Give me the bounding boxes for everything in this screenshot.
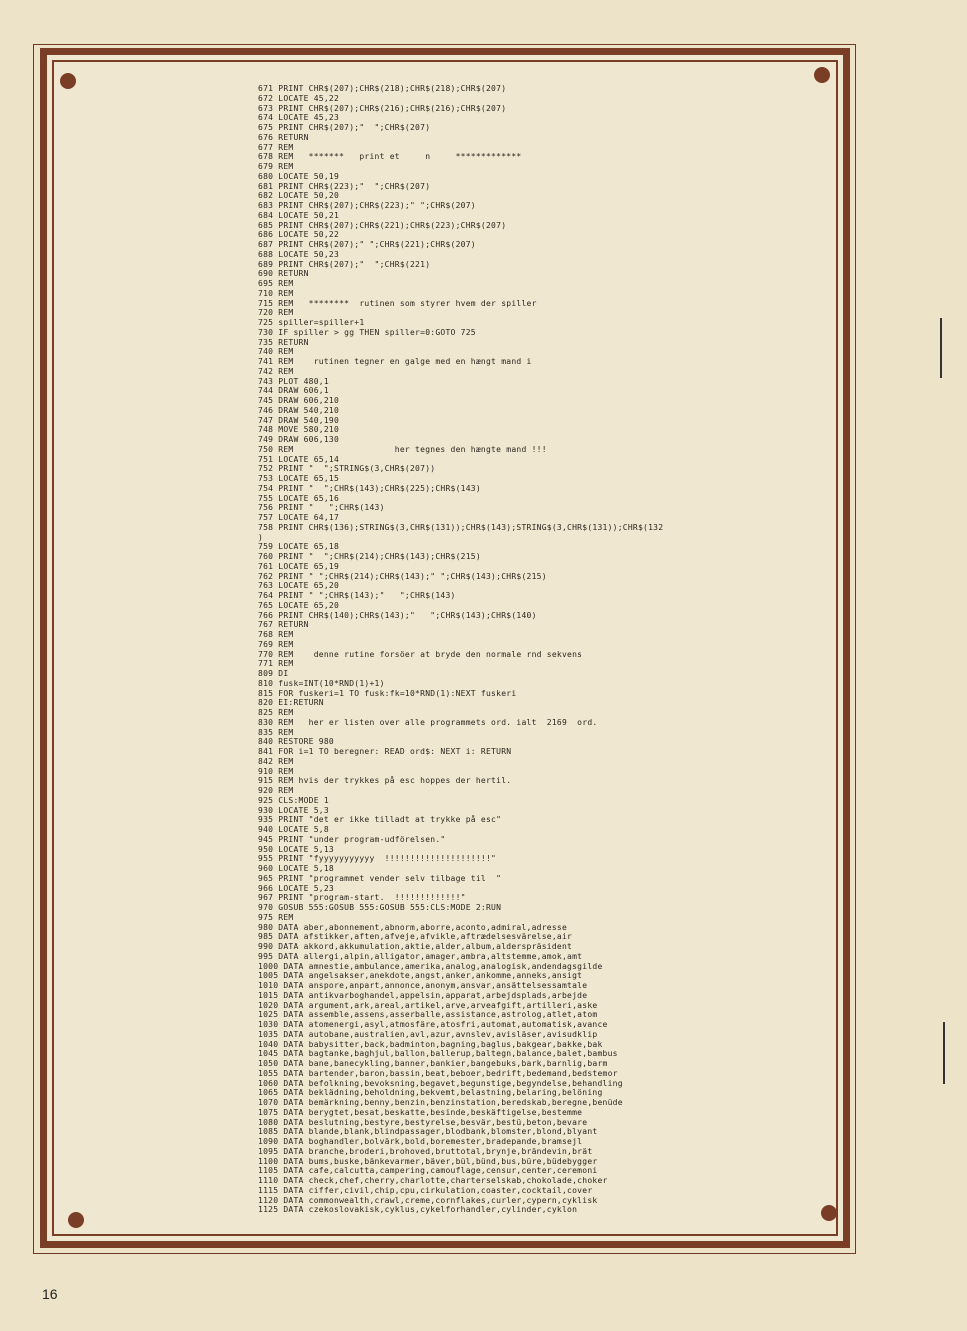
code-line: 741 REM rutinen tegner en galge med en hængt mand i: [258, 357, 532, 366]
code-line: 715 REM ******** rutinen som styrer hvem der spiller: [258, 298, 537, 308]
code-line: 767 RETURN: [258, 620, 309, 630]
code-line: 679 REM: [258, 162, 294, 171]
code-line: 763 LOCATE 65,20: [258, 581, 340, 591]
code-line: 809 DI: [258, 669, 289, 678]
code-line: 925 CLS:MODE 1: [258, 795, 329, 805]
code-line: 980 DATA aber,abonnement,abnorm,aborre,aconto,admiral,adresse: [258, 922, 568, 932]
code-line: 762 PRINT " ";CHR$(214);CHR$(143);" ";CHR$(143);CHR$(215): [258, 571, 547, 581]
code-line: 1005 DATA angelsakser,anekdote,angst,anker,ankomme,anneks,ansigt: [258, 971, 583, 981]
code-line: 1040 DATA babysitter,back,badminton,bagning,baglus,bakgear,bakke,bak: [258, 1039, 603, 1049]
code-line: 830 REM her er listen over alle programmets ord. ialt 2169 ord.: [258, 717, 598, 727]
code-line: 1125 DATA czekoslovakisk,cyklus,cykelforhandler,cylinder,cyklon: [258, 1205, 578, 1215]
code-line: 690 RETURN: [258, 269, 309, 279]
code-line: 970 GOSUB 555:GOSUB 555:GOSUB 555:CLS:MODE 2:RUN: [258, 903, 502, 912]
code-line: 759 LOCATE 65,18: [258, 542, 340, 552]
code-line: 950 LOCATE 5,13: [258, 844, 334, 854]
code-line: 744 DRAW 606,1: [258, 386, 329, 396]
code-line: 1030 DATA atomenergi,asyl,atmosfäre,atosfri,automat,automatisk,avance: [258, 1020, 608, 1029]
code-line: 1090 DATA boghandler,bolvärk,bold,boremester,bradepande,bramsejl: [258, 1137, 583, 1146]
code-line: ): [258, 532, 264, 542]
code-line: 680 LOCATE 50,19: [258, 171, 340, 181]
code-line: 1015 DATA antikvarboghandel,appelsin,apparat,arbejdsplads,arbejde: [258, 990, 588, 1000]
code-line: 754 PRINT " ";CHR$(143);CHR$(225);CHR$(143): [258, 483, 481, 493]
code-line: 681 PRINT CHR$(223);" ";CHR$(207): [258, 181, 431, 191]
code-line: 678 REM ******* print et n *************: [258, 152, 522, 162]
code-line: 671 PRINT CHR$(207);CHR$(218);CHR$(218);CHR$(207): [258, 84, 507, 93]
code-line: 676 RETURN: [258, 132, 309, 142]
code-line: 995 DATA allergi,alpin,alligator,amager,ambra,altstemme,amok,amt: [258, 951, 583, 961]
code-line: 768 REM: [258, 630, 294, 639]
code-line: 688 LOCATE 50,23: [258, 249, 340, 259]
corner-dot-top-left: [60, 73, 76, 89]
code-line: 842 REM: [258, 756, 294, 766]
code-line: 825 REM: [258, 708, 294, 717]
code-line: 930 LOCATE 5,3: [258, 805, 329, 815]
code-line: 960 LOCATE 5,18: [258, 864, 334, 873]
code-line: 684 LOCATE 50,21: [258, 210, 340, 220]
code-line: 1060 DATA befolkning,bevoksning,begavet,begunstige,begyndelse,behandling: [258, 1078, 623, 1088]
code-line: 1080 DATA beslutning,bestyre,bestyrelse,besvär,bestü,beton,bevare: [258, 1117, 588, 1127]
code-line: 770 REM denne rutine forsöer at bryde den normale rnd sekvens: [258, 649, 583, 659]
code-line: 750 REM her tegnes den hængte mand !!!: [258, 444, 547, 454]
code-line: 966 LOCATE 5,23: [258, 883, 334, 893]
code-line: 756 PRINT " ";CHR$(143): [258, 503, 385, 513]
code-line: 675 PRINT CHR$(207);" ";CHR$(207): [258, 123, 431, 132]
code-line: 742 REM: [258, 366, 294, 376]
code-line: 687 PRINT CHR$(207);" ";CHR$(221);CHR$(207): [258, 240, 476, 249]
code-line: 945 PRINT "under program-udförelsen.": [258, 834, 446, 844]
code-line: 1050 DATA bane,banecykling,banner,bankier,bangebuks,bark,barnlig,barm: [258, 1059, 608, 1068]
code-line: 766 PRINT CHR$(140);CHR$(143);" ";CHR$(143);CHR$(140): [258, 610, 537, 620]
code-line: 751 LOCATE 65,14: [258, 454, 340, 464]
code-line: 910 REM: [258, 766, 294, 776]
code-line: 689 PRINT CHR$(207);" ";CHR$(221): [258, 259, 431, 269]
code-line: 748 MOVE 580,210: [258, 425, 340, 435]
corner-dot-top-right: [814, 67, 830, 83]
code-line: 965 PRINT "programmet vender selv tilbage til ": [258, 873, 502, 883]
code-line: 677 REM: [258, 142, 294, 152]
code-line: 740 REM: [258, 347, 294, 357]
code-line: 990 DATA akkord,akkumulation,aktie,alder,album,alderspräsident: [258, 942, 573, 951]
code-line: 955 PRINT "fyyyyyyyyyyy !!!!!!!!!!!!!!!!!!!!!": [258, 854, 497, 864]
code-line: 752 PRINT " ";STRING$(3,CHR$(207)): [258, 464, 436, 474]
code-line: 682 LOCATE 50,20: [258, 191, 340, 201]
code-line: 1075 DATA berygtet,besat,beskatte,besinde,beskäftigelse,bestemme: [258, 1107, 583, 1117]
code-line: 1105 DATA cafe,calcutta,campering,camouflage,censur,center,ceremoni: [258, 1166, 598, 1176]
code-line: 674 LOCATE 45,23: [258, 113, 340, 123]
code-line: 1120 DATA commonwealth,crawl,creme,cornflakes,curler,cypern,cyklisk: [258, 1195, 598, 1205]
binding-staple-top: [940, 318, 942, 378]
code-line: 841 FOR i=1 TO beregner: READ ord$: NEXT i: RETURN: [258, 747, 512, 756]
code-line: 1110 DATA check,chef,cherry,charlotte,charterselskab,chokolade,choker: [258, 1176, 608, 1185]
code-line: 672 LOCATE 45,22: [258, 93, 340, 103]
code-line: 1000 DATA amnestie,ambulance,amerika,analog,analogisk,andendagsgilde: [258, 961, 603, 971]
code-line: 920 REM: [258, 786, 294, 795]
binding-staple-bottom: [943, 1022, 945, 1084]
code-line: 771 REM: [258, 659, 294, 669]
code-line: 835 REM: [258, 727, 294, 737]
code-line: 935 PRINT "det er ikke tilladt at trykke på esc": [258, 815, 502, 825]
code-line: 764 PRINT " ";CHR$(143);" ";CHR$(143): [258, 591, 456, 600]
code-line: 755 LOCATE 65,16: [258, 493, 340, 503]
code-line: 1100 DATA bums,buske,bänkevarmer,bäver,bül,bünd,bus,büre,büdebygger: [258, 1156, 598, 1166]
code-line: 810 fusk=INT(10*RND(1)+1): [258, 678, 385, 688]
code-line: 757 LOCATE 64,17: [258, 513, 340, 522]
code-line: 765 LOCATE 65,20: [258, 600, 340, 610]
code-line: 967 PRINT "program-start. !!!!!!!!!!!!!": [258, 893, 466, 903]
code-line: 730 IF spiller > gg THEN spiller=0:GOTO 725: [258, 327, 476, 337]
page-number: 16: [42, 1286, 58, 1302]
code-line: 685 PRINT CHR$(207);CHR$(221);CHR$(223);CHR$(207): [258, 220, 507, 230]
code-line: 815 FOR fuskeri=1 TO fusk:fk=10*RND(1):NEXT fuskeri: [258, 688, 517, 698]
code-line: 1065 DATA beklädning,beholdning,bekvemt,belastning,belaring,belöning: [258, 1088, 603, 1098]
code-line: 840 RESTORE 980: [258, 737, 334, 747]
code-line: 686 LOCATE 50,22: [258, 230, 340, 240]
code-line: 1095 DATA branche,broderi,brohoved,bruttotal,brynje,brändevin,brät: [258, 1146, 593, 1156]
code-line: 683 PRINT CHR$(207);CHR$(223);" ";CHR$(207): [258, 201, 476, 210]
corner-dot-bottom-left: [68, 1212, 84, 1228]
code-line: 769 REM: [258, 639, 294, 649]
code-line: 753 LOCATE 65,15: [258, 474, 340, 483]
code-line: 695 REM: [258, 279, 294, 288]
code-line: 758 PRINT CHR$(136);STRING$(3,CHR$(131));CHR$(143);STRING$(3,CHR$(131));CHR$(132: [258, 522, 664, 532]
code-line: 1010 DATA anspore,anpart,annonce,anonym,ansvar,ansättelsessamtale: [258, 981, 588, 990]
code-line: 760 PRINT " ";CHR$(214);CHR$(143);CHR$(215): [258, 552, 481, 561]
code-line: 1035 DATA autobane,australien,avl,azur,avnslev,avisläser,avisudklip: [258, 1029, 598, 1039]
code-line: 1055 DATA bartender,baron,bassin,beat,beboer,bedrift,bedemand,bedstemor: [258, 1068, 618, 1078]
code-line: 1070 DATA bemärkning,benny,benzin,benzinstation,beredskab,beregne,benüde: [258, 1098, 623, 1107]
code-line: 746 DRAW 540,210: [258, 405, 340, 415]
code-line: 915 REM hvis der trykkes på esc hoppes der hertil.: [258, 776, 512, 786]
code-line: 940 LOCATE 5,8: [258, 825, 329, 834]
code-line: 1025 DATA assemble,assens,asserballe,assistance,astrolog,atlet,atom: [258, 1010, 598, 1020]
code-line: 745 DRAW 606,210: [258, 396, 340, 405]
code-line: 975 REM: [258, 912, 294, 922]
code-line: 725 spiller=spiller+1: [258, 318, 365, 327]
basic-program-listing: [258, 84, 838, 1215]
code-line: 1115 DATA ciffer,civil,chip,cpu,cirkulation,coaster,cocktail,cover: [258, 1185, 593, 1195]
code-line: 985 DATA afstikker,aften,afveje,afvikle,aftrædelsesvärelse,air: [258, 932, 573, 942]
code-line: 1045 DATA bagtanke,baghjul,ballon,ballerup,baltegn,balance,balet,bambus: [258, 1049, 618, 1059]
code-line: 1020 DATA argument,ark,areal,artikel,arve,arveafgift,artilleri,aske: [258, 1000, 598, 1010]
code-line: 720 REM: [258, 308, 294, 318]
code-line: 743 PLOT 480,1: [258, 376, 329, 386]
code-line: 749 DRAW 606,130: [258, 435, 340, 444]
code-line: 747 DRAW 540,190: [258, 415, 340, 425]
code-line: 710 REM: [258, 288, 294, 298]
code-line: 820 EI:RETURN: [258, 698, 324, 708]
code-line: 1085 DATA blande,blank,blindpassager,blodbank,blomster,blond,blyant: [258, 1127, 598, 1137]
code-line: 673 PRINT CHR$(207);CHR$(216);CHR$(216);CHR$(207): [258, 103, 507, 113]
code-line: 761 LOCATE 65,19: [258, 561, 340, 571]
code-line: 735 RETURN: [258, 337, 309, 347]
